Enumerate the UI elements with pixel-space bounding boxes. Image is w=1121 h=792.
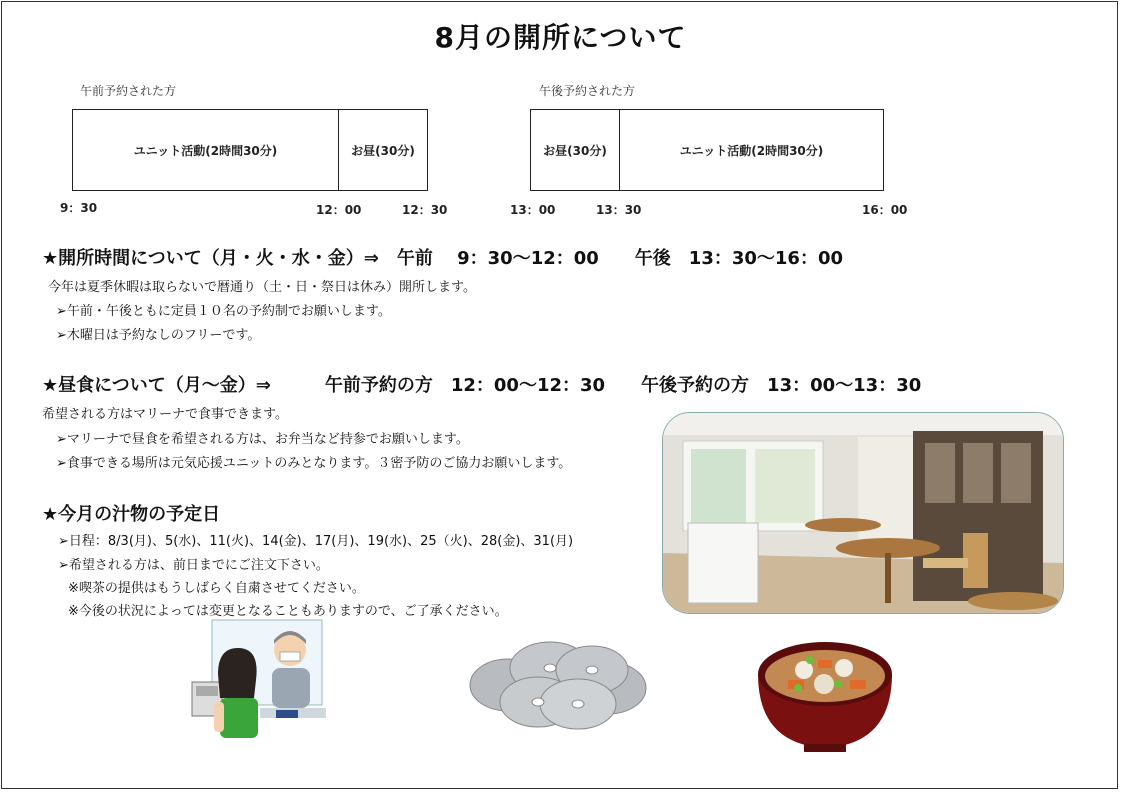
am-time-start: 9：30 bbox=[60, 201, 98, 215]
am-time-lunch: 12：00 bbox=[316, 203, 362, 217]
pm-lunch-block: お昼(30分) bbox=[530, 109, 620, 191]
pm-schedule-label: 午後予約された方 bbox=[539, 84, 636, 98]
cafe-note: ※喫茶の提供はもうしばらく自粛させてください。 bbox=[68, 581, 365, 596]
pm-time-end: 16：00 bbox=[862, 203, 908, 217]
soup-bowl-illustration bbox=[752, 632, 898, 756]
page-title: 8月の開所について bbox=[434, 21, 687, 54]
lunch-note: 希望される方はマリーナで食事できます。 bbox=[42, 407, 288, 422]
pm-time-start: 13：00 bbox=[510, 203, 556, 217]
lunch-bullet-2: ➢食事できる場所は元気応援ユニットのみとなります。３密予防のご協力お願いします。 bbox=[56, 456, 572, 471]
reception-illustration bbox=[190, 618, 330, 740]
am-schedule-label: 午前予約された方 bbox=[80, 84, 177, 98]
pm-unit-activity-block: ユニット活動(2時間30分) bbox=[619, 109, 884, 191]
dining-room-photo bbox=[662, 412, 1064, 614]
lunch-bullet-1: ➢マリーナで昼食を希望される方は、お弁当など持参でお願いします。 bbox=[56, 432, 469, 447]
change-note: ※今後の状況によっては変更となることもありますので、ご了承ください。 bbox=[68, 604, 508, 619]
opening-hours-bullet-2: ➢木曜日は予約なしのフリーです。 bbox=[56, 328, 261, 343]
lunch-heading: ★昼食について（月〜金）⇒ 午前予約の方 12：00〜12：30 午後予約の方 13：00〜13：30 bbox=[42, 375, 922, 396]
coins-illustration bbox=[468, 640, 648, 730]
opening-hours-note: 今年は夏季休暇は取らないで暦通り（土・日・祭日は休み）開所します。 bbox=[48, 280, 476, 295]
opening-hours-heading: ★開所時間について（月・火・水・金）⇒ 午前 9：30〜12：00 午後 13：30〜16：00 bbox=[42, 248, 843, 269]
am-lunch-block: お昼(30分) bbox=[338, 109, 428, 191]
soup-schedule: ➢日程：8/3(月)、5(水)、11(火)、14(金)、17(月)、19(水)、25（火)、28(金)、31(月) bbox=[58, 534, 574, 549]
soup-heading: ★今月の汁物の予定日 bbox=[42, 504, 221, 525]
opening-hours-bullet-1: ➢午前・午後ともに定員１０名の予約制でお願いします。 bbox=[56, 304, 391, 319]
soup-order-note: ➢希望される方は、前日までにご注文下さい。 bbox=[58, 558, 329, 573]
pm-time-activity: 13：30 bbox=[596, 203, 642, 217]
am-time-end: 12：30 bbox=[402, 203, 448, 217]
am-unit-activity-block: ユニット活動(2時間30分) bbox=[72, 109, 339, 191]
